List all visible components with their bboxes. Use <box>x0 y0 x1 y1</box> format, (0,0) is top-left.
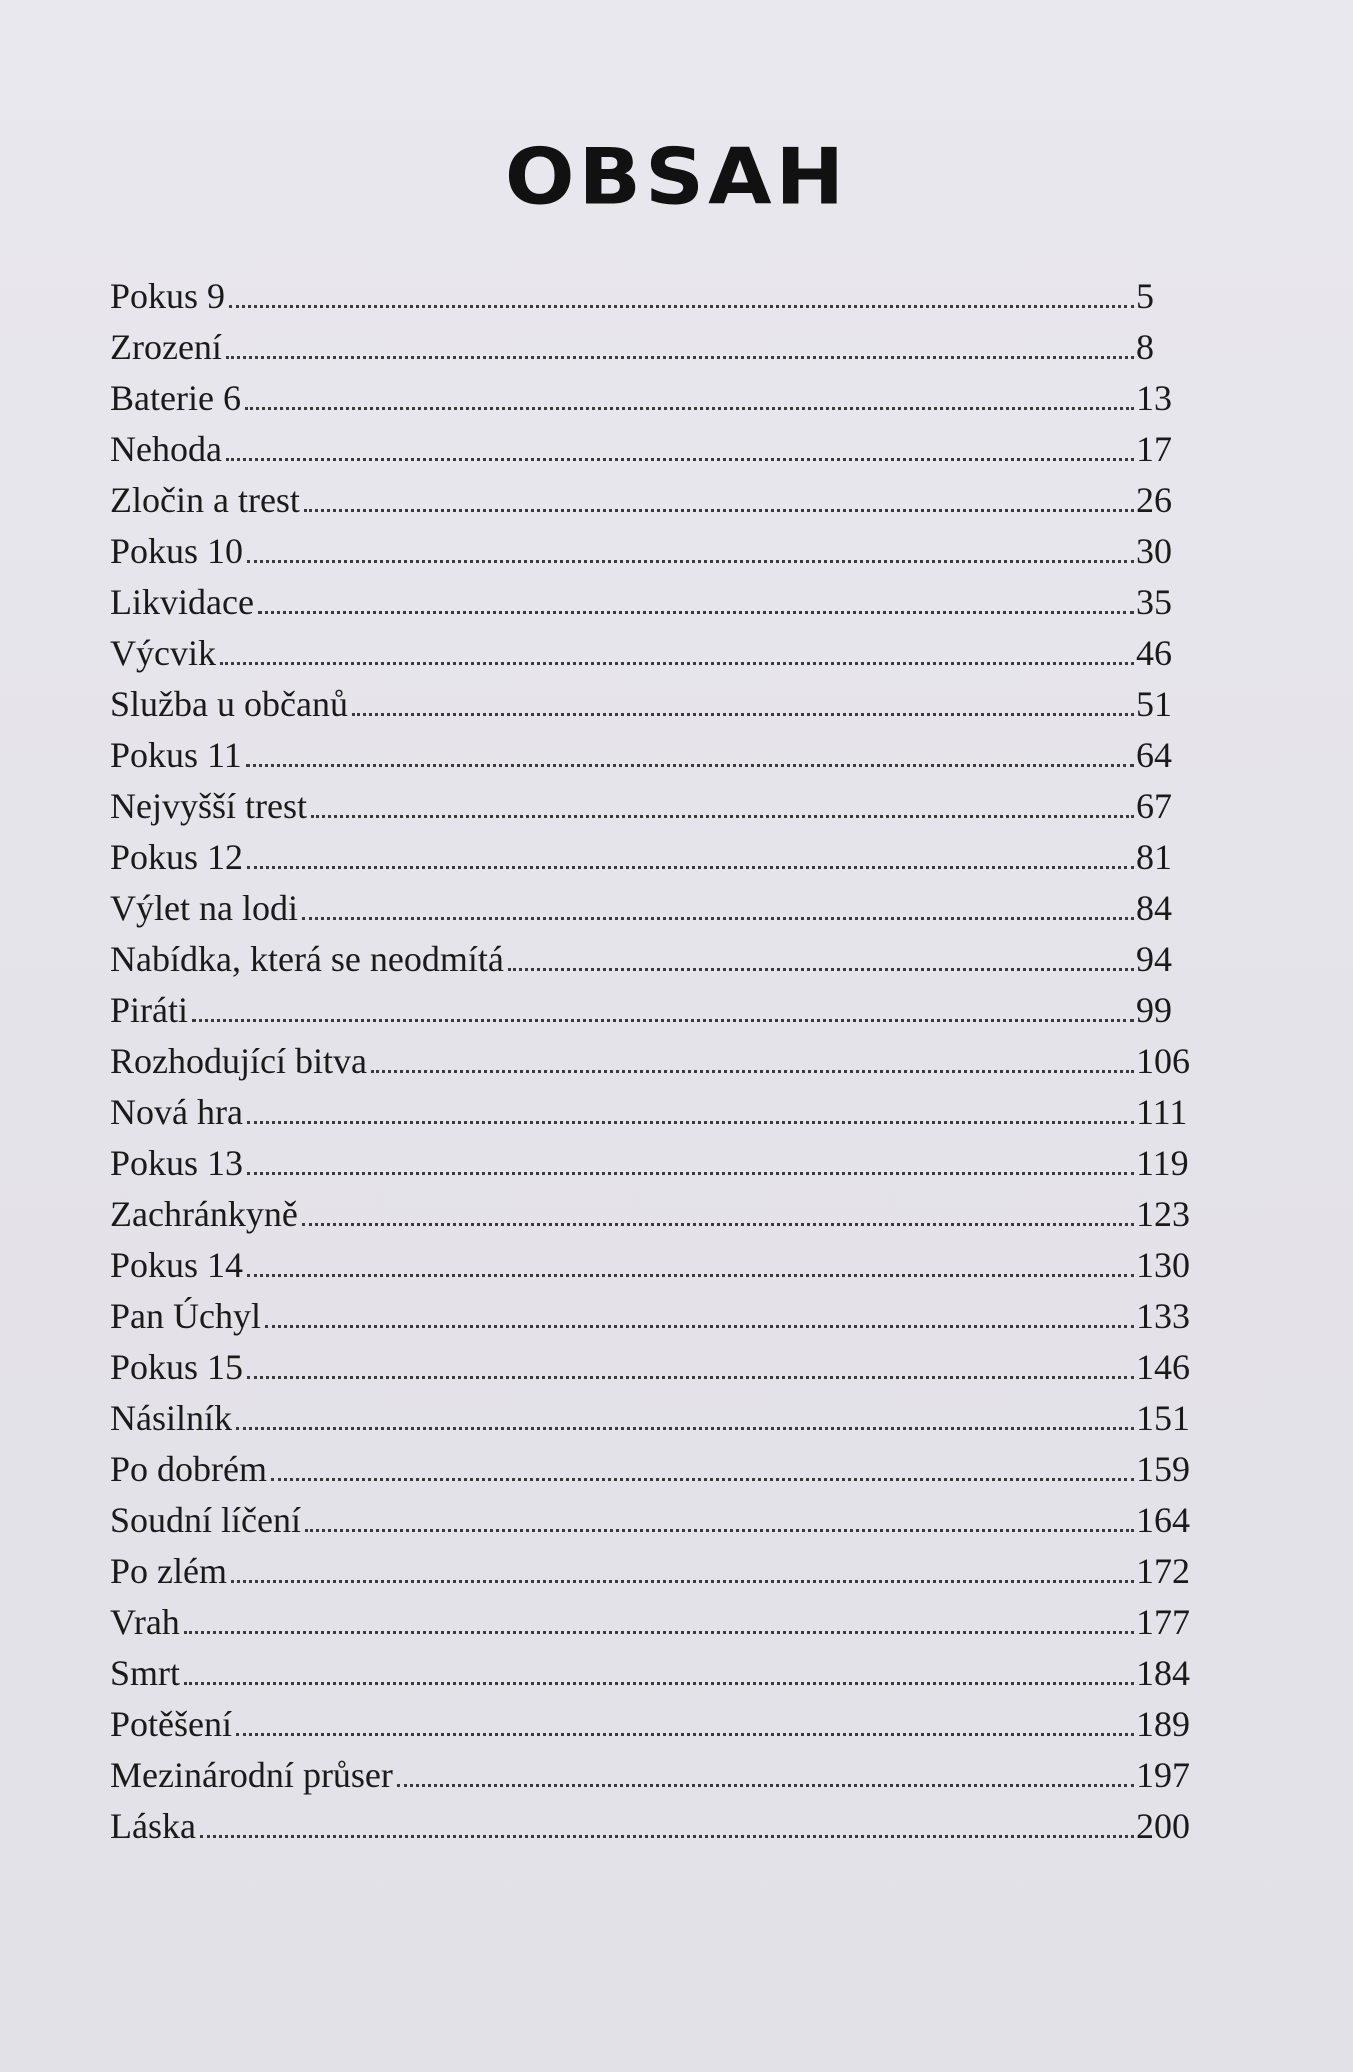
toc-entry <box>110 530 1210 581</box>
toc-entry-page: 51 <box>1136 684 1172 724</box>
toc-entry-page: 46 <box>1136 633 1172 673</box>
toc-entry-title: Nabídka, která se neodmítá <box>110 939 504 979</box>
dot-leader <box>247 1376 1134 1379</box>
dot-leader <box>302 917 1134 920</box>
dot-leader <box>311 815 1134 818</box>
toc-entry-page: 184 <box>1136 1653 1190 1693</box>
toc-entry-page: 26 <box>1136 480 1172 520</box>
toc-entry <box>110 1295 1210 1346</box>
toc-entry <box>110 377 1210 428</box>
dot-leader <box>508 968 1134 971</box>
toc-entry <box>110 887 1210 938</box>
toc-entry <box>110 581 1210 632</box>
toc-entry-page: 64 <box>1136 735 1172 775</box>
toc-entry <box>110 1448 1210 1499</box>
toc-entry <box>110 1601 1210 1652</box>
toc-entry-page: 106 <box>1136 1041 1190 1081</box>
toc-entry-page: 130 <box>1136 1245 1190 1285</box>
dot-leader <box>271 1478 1134 1481</box>
dot-leader <box>192 1019 1134 1022</box>
dot-leader <box>247 560 1134 563</box>
toc-entry-page: 177 <box>1136 1602 1190 1642</box>
toc-entry-page: 35 <box>1136 582 1172 622</box>
toc-entry-title: Pan Úchyl <box>110 1296 261 1336</box>
toc-entry-page: 189 <box>1136 1704 1190 1744</box>
toc-entry-title: Výlet na lodi <box>110 888 298 928</box>
toc-entry-page: 146 <box>1136 1347 1190 1387</box>
toc-entry-title: Pokus 13 <box>110 1143 244 1183</box>
toc-entry <box>110 836 1210 887</box>
dot-leader <box>247 1274 1134 1277</box>
toc-entry <box>110 479 1210 530</box>
toc-entry-page: 197 <box>1136 1755 1190 1795</box>
dot-leader <box>184 1682 1134 1685</box>
toc-entry-title: Pokus 14 <box>110 1245 244 1285</box>
toc-entry <box>110 1703 1210 1754</box>
toc-entry-page: 5 <box>1136 276 1154 316</box>
toc-entry <box>110 785 1210 836</box>
toc-entry-page: 17 <box>1136 429 1172 469</box>
dot-leader <box>305 1529 1134 1532</box>
toc-entry <box>110 989 1210 1040</box>
toc-entry-title: Rozhodující bitva <box>110 1041 367 1081</box>
toc-entry <box>110 1499 1210 1550</box>
toc-entry-page: 94 <box>1136 939 1172 979</box>
toc-entry <box>110 1754 1210 1805</box>
toc-entry <box>110 1346 1210 1397</box>
dot-leader <box>247 1172 1134 1175</box>
toc-entry <box>110 1397 1210 1448</box>
toc-entry-page: 67 <box>1136 786 1172 826</box>
toc-entry-page: 133 <box>1136 1296 1190 1336</box>
toc-entry-page: 111 <box>1136 1092 1188 1132</box>
dot-leader <box>226 458 1134 461</box>
toc-entry-title: Láska <box>110 1806 196 1846</box>
toc-entry-title: Nejvyšší trest <box>110 786 307 826</box>
toc-entry-title: Piráti <box>110 990 188 1030</box>
toc-entry-title: Potěšení <box>110 1704 232 1744</box>
dot-leader <box>302 1223 1134 1226</box>
toc-entry-page: 30 <box>1136 531 1172 571</box>
toc-entry-page: 81 <box>1136 837 1172 877</box>
dot-leader <box>304 509 1134 512</box>
toc-entry-page: 200 <box>1136 1806 1190 1846</box>
toc-entry-title: Násilník <box>110 1398 232 1438</box>
toc-entry-page: 123 <box>1136 1194 1190 1234</box>
dot-leader <box>220 662 1134 665</box>
toc-entry <box>110 1040 1210 1091</box>
dot-leader <box>200 1835 1134 1838</box>
toc-entry-title: Vrah <box>110 1602 180 1642</box>
dot-leader <box>229 305 1134 308</box>
toc-entry-page: 151 <box>1136 1398 1190 1438</box>
dot-leader <box>226 356 1134 359</box>
toc-entry-title: Nehoda <box>110 429 222 469</box>
toc-entry-title: Smrt <box>110 1653 181 1693</box>
table-of-contents <box>110 275 1210 1856</box>
dot-leader <box>265 1325 1134 1328</box>
dot-leader <box>245 407 1134 410</box>
toc-entry-title: Pokus 11 <box>110 735 242 775</box>
toc-entry-title: Pokus 12 <box>110 837 244 877</box>
dot-leader <box>236 1733 1134 1736</box>
toc-entry-title: Po dobrém <box>110 1449 267 1489</box>
toc-entry-title: Mezinárodní průser <box>110 1755 393 1795</box>
toc-entry-title: Nová hra <box>110 1092 243 1132</box>
dot-leader <box>247 1121 1134 1124</box>
toc-entry-title: Služba u občanů <box>110 684 348 724</box>
toc-entry-page: 164 <box>1136 1500 1190 1540</box>
toc-entry-title: Soudní líčení <box>110 1500 301 1540</box>
toc-entry <box>110 1193 1210 1244</box>
toc-entry-title: Baterie 6 <box>110 378 241 418</box>
toc-entry-page: 159 <box>1136 1449 1190 1489</box>
dot-leader <box>246 764 1134 767</box>
toc-entry-title: Likvidace <box>110 582 254 622</box>
toc-entry-page: 84 <box>1136 888 1172 928</box>
toc-entry-title: Pokus 10 <box>110 531 244 571</box>
toc-entry <box>110 1805 1210 1856</box>
toc-entry <box>110 326 1210 377</box>
page-title: OBSAH <box>504 132 849 223</box>
toc-entry-page: 13 <box>1136 378 1172 418</box>
toc-entry-title: Pokus 15 <box>110 1347 244 1387</box>
dot-leader <box>247 866 1134 869</box>
dot-leader <box>258 611 1134 614</box>
toc-entry <box>110 1142 1210 1193</box>
toc-entry-title: Pokus 9 <box>110 276 226 316</box>
toc-entry <box>110 632 1210 683</box>
dot-leader <box>236 1427 1134 1430</box>
toc-entry <box>110 734 1210 785</box>
toc-entry <box>110 1091 1210 1142</box>
toc-entry <box>110 938 1210 989</box>
toc-entry-page: 119 <box>1136 1143 1189 1183</box>
toc-entry-page: 172 <box>1136 1551 1190 1591</box>
toc-entry-title: Zrození <box>110 327 222 367</box>
toc-entry-title: Zachránkyně <box>110 1194 298 1234</box>
dot-leader <box>397 1784 1134 1787</box>
dot-leader <box>352 713 1134 716</box>
dot-leader <box>184 1631 1134 1634</box>
toc-entry <box>110 683 1210 734</box>
toc-entry-page: 99 <box>1136 990 1172 1030</box>
toc-entry <box>110 1244 1210 1295</box>
dot-leader <box>371 1070 1134 1073</box>
toc-entry-title: Po zlém <box>110 1551 227 1591</box>
toc-entry <box>110 275 1210 326</box>
toc-entry <box>110 1550 1210 1601</box>
dot-leader <box>231 1580 1134 1583</box>
toc-entry-title: Výcvik <box>110 633 216 673</box>
toc-entry-title: Zločin a trest <box>110 480 300 520</box>
toc-entry <box>110 428 1210 479</box>
toc-entry-page: 8 <box>1136 327 1154 367</box>
toc-entry <box>110 1652 1210 1703</box>
